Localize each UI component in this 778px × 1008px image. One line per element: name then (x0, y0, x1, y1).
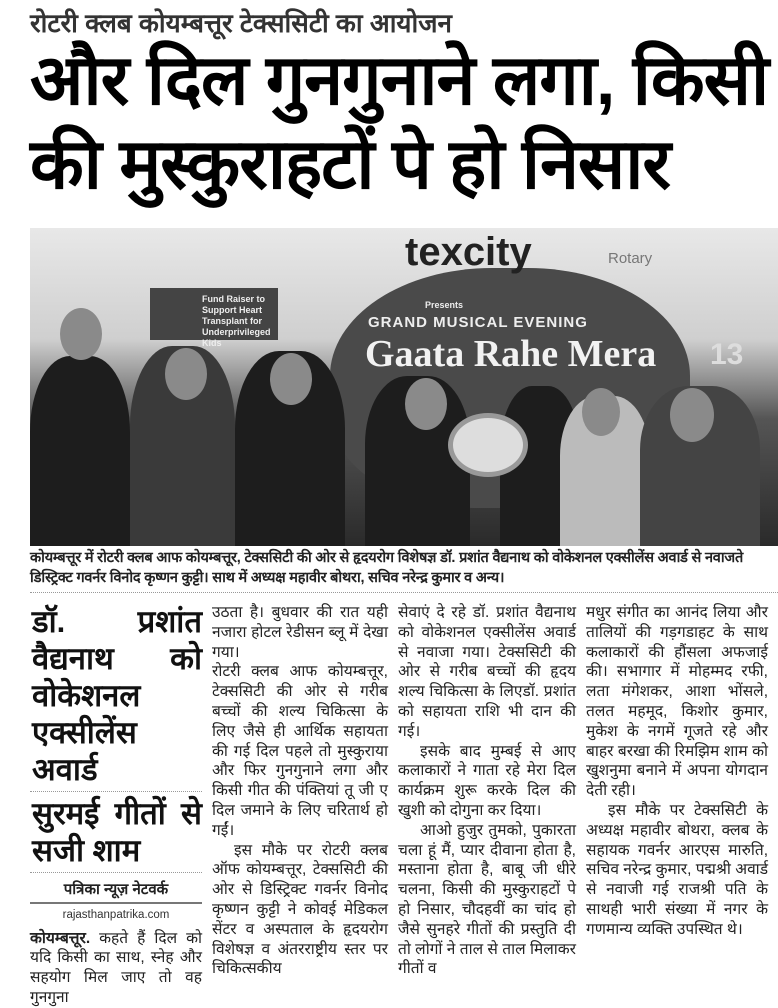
website: rajasthanpatrika.com (62, 908, 170, 921)
person-head (165, 348, 207, 400)
paragraph: इस मौके पर रोटरी क्लब ऑफ कोयम्बत्तूर, टेक्ससिटी की ओर से डिस्ट्रिक्ट गवर्नर विनोद कृष्णन कुट्टी ने कोवई मेडिकल सेंटर व अस्पताल के हृदयरोग विशेषज्ञ व अंतरराष्ट्रीय स्तर पर चिकित्सकीय (212, 841, 388, 978)
person-head (405, 378, 447, 430)
paragraph: उठता है। बुधवार की रात यही नजारा होटल रेडीसन ब्लू में देखा गया। (212, 604, 388, 661)
paragraph: मधुर संगीत का आनंद लिया और तालियों की गड़गडाहट के साथ कलाकारों की हौंसला अफजाई की। सभागार में मोहम्मद रफी, लता मंगेशकर, आशा भोंसले, तलत महमूद, किशोर कुमार, मुकेश के नगमें गूजते रहे और बाहर बरखा की रिमझिम शाम को खुशनुमा बनाने में अपना योगदान देती रही। (586, 604, 768, 800)
column-4 (586, 603, 768, 1008)
person-head (60, 308, 102, 360)
show-title: Gaata Rahe Mera (365, 333, 657, 375)
byline: पत्रिका न्यूज़ नेटवर्क (30, 880, 202, 904)
divider (30, 791, 202, 792)
subheading-award: डॉ. प्रशांत वैद्यनाथ को वोकेशनल एक्सीलेंस अवार्ड (32, 604, 202, 787)
column-3 (398, 603, 576, 1008)
dateline: कोयम्बत्तूर. (30, 929, 91, 947)
event-date: 13 (710, 338, 744, 371)
column-1 (30, 603, 202, 1008)
person-head (582, 388, 620, 436)
event-name: GRAND MUSICAL EVENING (368, 314, 588, 331)
person (30, 356, 130, 546)
divider (30, 592, 778, 593)
article-body (30, 548, 778, 1008)
paragraph: रोटरी क्लब आफ कोयम्बत्तूर, टेक्ससिटी की ओर से गरीब बच्चों की शल्य चिकित्सा के लिए जैसे ही आर्थिक सहायता की गई दिल पहले तो मुस्कुराया और फिर गुनगुनाने लगा और किसी गीत की पंक्तियां तू जी ए दिल जमाने के लिए चरितार्थ हो गईं। (212, 663, 388, 839)
event-photo (30, 228, 778, 546)
photo-caption: कोयम्बत्तूर में रोटरी क्लब आफ कोयम्बत्तूर, टेक्ससिटी की ओर से हृदयरोग विशेषज्ञ डॉ. प्रशांत वैद्यनाथ को वोकेशनल एक्सीलेंस अवार्ड से नवाजते डिस्ट्रिक्ट गवर्नर विनोद कृष्णन कुट्टी। साथ में अध्यक्ष महावीर बोथरा, सचिव नरेन्द्र कुमार व अन्य। (30, 550, 744, 586)
headline: और दिल गुनगुनाने लगा, किसी की मुस्कुराहटों पे हो निसार (30, 41, 769, 203)
presents-text: Presents (425, 300, 464, 310)
fundraiser-banner: Fund Raiser to Support Heart Transplant for Underprivileged Kids (150, 288, 278, 340)
person-head (670, 388, 714, 442)
kicker: रोटरी क्लब कोयम्बत्तूर टेक्ससिटी का आयोजन (30, 8, 452, 38)
subheading-evening: सुरमई गीतों से सजी शाम (32, 796, 202, 868)
rotary-logo: Rotary (608, 250, 653, 267)
paragraph: सेवाएं दे रहे डॉ. प्रशांत वैद्यनाथ को वोकेशनल एक्सीलेंस अवार्ड से नवाजा गया। टेक्ससिटी की ओर से गरीब बच्चों की हृदय शल्य चिकित्सा के लिएडॉ. प्रशांत को सहायता राशि भी दान की गई। (398, 604, 576, 740)
body-text: कहते हैं दिल को यदि किसी का साथ, स्नेह और सहयोग मिल जाए तो वह गुनगुना (30, 929, 202, 1006)
texcity-logo: texcity (405, 230, 532, 274)
divider (30, 872, 202, 873)
paragraph: इस मौके पर टेक्ससिटी के अध्यक्ष महावीर बोथरा, क्लब के सहायक गवर्नर आरएस मारुति, सचिव नरेन्द्र कुमार, पद्मश्री अवार्ड से नवाजी गई राजश्री पति के साथही भारी संख्या में नगर के गणमान्य व्यक्ति उपस्थित थे। (586, 801, 768, 938)
column-2 (212, 603, 388, 1008)
columns (30, 603, 778, 1008)
paragraph: इसके बाद मुम्बई से आए कलाकारों ने गाता रहे मेरा दिल कार्यक्रम शुरू करके दिल की खुशी को दोगुना कर दिया। (398, 742, 576, 819)
award-plaque (448, 413, 528, 477)
paragraph: आओ हुजुर तुमको, पुकारता चला हूं मैं, प्यार दीवाना होता है, मस्ताना होता है, बाबू जी धीरे चलना, किसी की मुस्कुराहटों पे हो निसार, चौदहवीं का चांद हो जैसे सुनहरे गीतों की प्रस्तुति दी तो लोगों ने ताल से ताल मिलाकर गीतों व (398, 821, 576, 978)
person-head (270, 353, 312, 405)
